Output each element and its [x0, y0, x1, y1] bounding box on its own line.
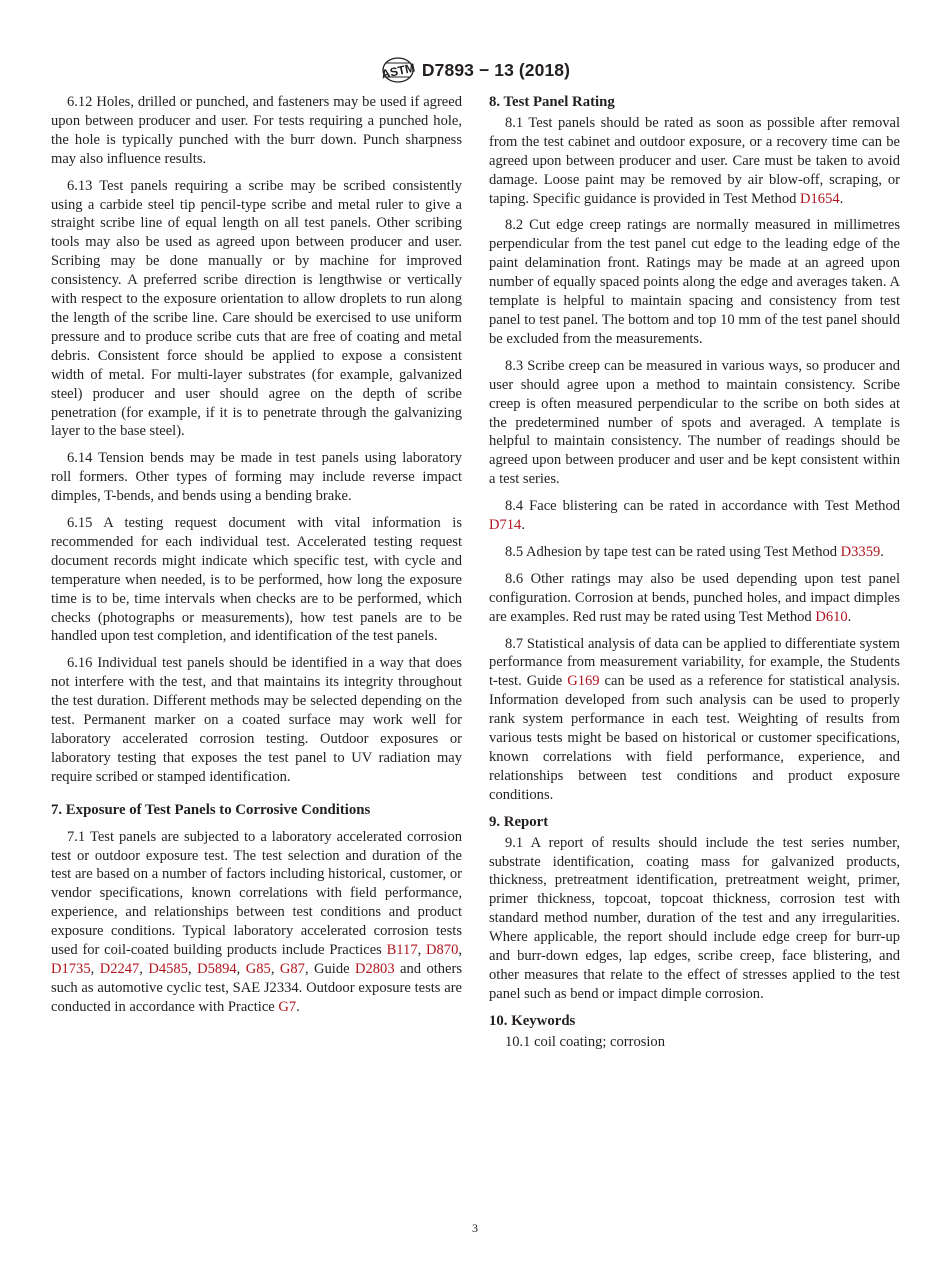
ref-link-b117[interactable]: B117: [386, 942, 418, 959]
paragraph-6-14: 6.14 Tension bends may be made in test panels using laboratory roll formers. Other types of forming may include reverse impact dimples, T-bends, and bends using a bending brake.: [51, 450, 462, 505]
separator: ,: [417, 942, 427, 959]
period: .: [839, 190, 844, 207]
paragraph-8-1: [489, 114, 900, 209]
ref-link-d5894[interactable]: D5894: [197, 960, 237, 977]
paragraph-7-1: [51, 828, 462, 1017]
separator: ,: [90, 960, 100, 977]
ref-link-g85[interactable]: G85: [245, 960, 271, 977]
paragraph-6-16: 6.16 Individual test panels should be identified in a way that does not interfere with the test, and that maintains its integrity throughout the test duration. Different methods may be selected depending on the test. Permanent marker on a coated surface may work well for laboratory accelerated corrosion testing. Outdoor exposures or laboratory testing that exposes the test panel to UV radiation may require scribed or stamped identification.: [51, 655, 462, 785]
ref-link-d1654[interactable]: D1654: [800, 190, 840, 207]
guide-text: , Guide: [304, 960, 355, 977]
separator: ,: [139, 960, 149, 977]
ref-link-g87[interactable]: G87: [279, 960, 305, 977]
paragraph-8-7-tail: can be used as a reference for statistical analysis. Information developed from such analysis can be used to properly rank system performance in each test. Weighting of results from various tests might be based on historical or customer specifications, known correlations with field performance, experience, and relationships between test conditions and product exposure conditions.: [489, 673, 900, 803]
paragraph-8-3: 8.3 Scribe creep can be measured in various ways, so producer and user should agree upon a method to maintain consistency. Scribe creep is often measured perpendicular to the scribe on both sides at the predetermined number of spots and averaged. A template is helpful to maintain consistency. The number of readings should be agreed upon between producer and user and be kept consistent within a test series.: [489, 357, 900, 488]
ref-link-d714[interactable]: D714: [489, 517, 522, 534]
ref-link-d610[interactable]: D610: [815, 608, 848, 625]
paragraph-10-1: 10.1 coil coating; corrosion: [505, 1033, 665, 1050]
page-header: [0, 56, 950, 84]
period: .: [880, 543, 884, 560]
svg-text:ASTM: ASTM: [380, 60, 416, 82]
paragraph-8-4-text: 8.4 Face blistering can be rated in accordance with Test Method: [505, 498, 900, 515]
paragraph-8-6: [489, 570, 900, 627]
ref-link-d2803[interactable]: D2803: [355, 960, 395, 977]
paragraph-8-1-text: 8.1 Test panels should be rated as soon as possible after removal from the test cabinet and outdoor exposure, or a recovery time can be agreed upon between producer and user. Care must be taken to avoid damage. Loose paint may be removed by air blow-off, scraping, or taping. Specific guidance is provided in Test Method: [489, 114, 900, 207]
paragraph-8-5: [489, 543, 900, 562]
page-number: 3: [472, 1221, 478, 1235]
section-7-heading: 7. Exposure of Test Panels to Corrosive Conditions: [51, 801, 371, 818]
right-column: [489, 93, 900, 1060]
paragraph-8-6-text: 8.6 Other ratings may also be used depending upon test panel configuration. Corrosion at bends, punched holes, and impact dimples are examples. Red rust may be rated using Test Method: [489, 570, 900, 625]
paragraph-7-1-tail: and others such as automotive cyclic test, SAE J2334. Outdoor exposure tests are conducted in accordance with Practice: [51, 960, 463, 1015]
paragraph-7-1-text: 7.1 Test panels are subjected to a laboratory accelerated corrosion test or outdoor exposure test. The test selection and duration of the test are based on a number of factors including historical, customer, or vendor specifications, known correlations with field performance, experience, and relationships between test conditions and product exposure conditions. Typical laboratory accelerated corrosion tests used for coil-coated building products include Practices: [51, 828, 462, 959]
ref-link-d4585[interactable]: D4585: [148, 960, 188, 977]
separator: ,: [236, 960, 246, 977]
separator: ,: [187, 960, 198, 977]
left-column: [51, 93, 462, 1025]
period: .: [847, 608, 852, 625]
ref-link-g169[interactable]: G169: [567, 673, 600, 690]
paragraph-6-12: 6.12 Holes, drilled or punched, and fasteners may be used if agreed upon between producer and user. For tests requiring a punched hole, the hole is typically punched with the burr down. Punch sharpness may also influence results.: [51, 94, 462, 167]
section-9-heading: 9. Report: [489, 813, 549, 830]
section-8-heading: 8. Test Panel Rating: [489, 94, 615, 110]
document-id: D7893 − 13 (2018): [421, 59, 571, 80]
ref-link-d870[interactable]: D870: [426, 942, 459, 959]
period: .: [296, 998, 300, 1015]
paragraph-6-13: 6.13 Test panels requiring a scribe may be scribed consistently using a carbide steel tip pencil-type scribe and metal ruler to give a straight scribe line of equal length on all test panels. Other scribing tools may also be used as agreed upon between producer and user. Scribing may be done manually or by machine for improved consistency. A preferred scribe direction is lengthwise or vertically with respect to the exposure orientation to allow droplets to run along the length of the scribe line. Care should be exercised to use uniform pressure and to produce scribe cuts that are free of coating and metal debris. Consistent force should be applied to expose a consistent width of metal. For multi-layer substrates (for example, galvanized steel) producer and user should agree on the depth of scribe penetration (for example, if it is to penetrate through the galvanizing layer to the base steel).: [51, 177, 462, 440]
ref-link-g7[interactable]: G7: [278, 998, 297, 1015]
section-10-heading: 10. Keywords: [489, 1012, 576, 1029]
astm-logo-icon: [380, 56, 416, 84]
ref-link-d3359[interactable]: D3359: [840, 543, 881, 560]
paragraph-8-4: [489, 497, 900, 535]
paragraph-6-15: 6.15 A testing request document with vital information is recommended for each individual test. Accelerated testing request document records might indicate which specific test, with cycle and temperature when needed, is to be performed, how long the exposure time is to be, time intervals when checks are to be performed, which checks (photographs or measurements), how test panels are to be handled upon test completion, and identification of the test panels.: [51, 515, 462, 645]
ref-link-d2247[interactable]: D2247: [99, 960, 140, 977]
period: .: [521, 517, 525, 534]
ref-link-d1735[interactable]: D1735: [51, 960, 91, 977]
paragraph-9-1: 9.1 A report of results should include the test series number, substrate identification, coating mass for galvanized products, thickness, pretreatment identification, pretreatment weight, primer, primer thickness, topcoat, topcoat thickness, corrosion test with standard method number, duration of the test and any irregularities. Where applicable, the report should include edge creep for burr-up and burr-down edges, lap edges, scribe creep, face blistering, and other measures that relate to the effect of stresses applied to the test panel such as bend or impact dimple corrosion.: [489, 834, 900, 1002]
separator: ,: [458, 942, 462, 959]
paragraph-8-2: 8.2 Cut edge creep ratings are normally measured in millimetres perpendicular from the test panel cut edge to the leading edge of the paint delamination front. Ratings may be made at an agreed upon number of equally spaced points along the edge and averages taken. A template is helpful to maintain spacing and consistency from test panel to test panel. The bottom and top 10 mm of the test panel should be excluded from the measurements.: [489, 217, 900, 347]
paragraph-8-5-text: 8.5 Adhesion by tape test can be rated using Test Method: [505, 543, 841, 560]
paragraph-8-7-text: 8.7 Statistical analysis of data can be applied to differentiate system performance from measurement variability, for example, the Students t-test. Guide: [489, 635, 900, 690]
separator: ,: [270, 960, 280, 977]
paragraph-8-7: [489, 635, 900, 805]
